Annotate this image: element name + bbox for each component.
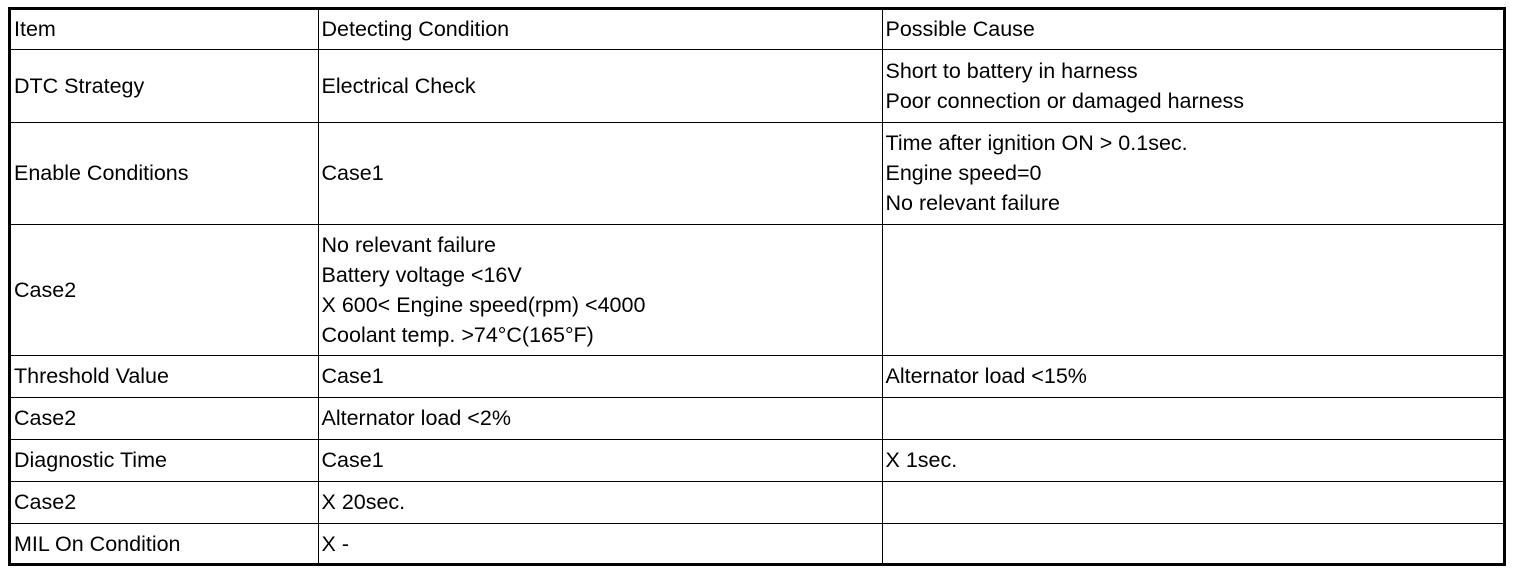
- cause-cell: [882, 49, 1503, 122]
- condition-line: No relevant failure: [321, 232, 496, 257]
- table-row: [11, 397, 1503, 439]
- condition-cell: [318, 523, 882, 565]
- cause-line: Time after ignition ON > 0.1sec.: [885, 131, 1188, 155]
- table-row: [11, 49, 1503, 122]
- condition-line: Case1: [321, 448, 384, 472]
- condition-cell: [318, 481, 882, 523]
- cause-cell: [882, 355, 1503, 397]
- item-cell: DTC Strategy: [11, 49, 318, 122]
- item-cell: Threshold Value: [11, 355, 318, 397]
- condition-line: Case1: [321, 364, 384, 388]
- cause-line: No relevant failure: [885, 191, 1060, 215]
- table-row: [11, 439, 1503, 481]
- cause-cell: [882, 481, 1503, 523]
- condition-cell: [318, 439, 882, 481]
- header-detecting-condition: Detecting Condition: [318, 10, 882, 49]
- condition-line: Coolant temp. >74°C(165°F): [321, 322, 594, 347]
- condition-cell: [318, 122, 882, 224]
- condition-line: X 20sec.: [321, 490, 406, 514]
- diagnostic-table: [8, 7, 1506, 566]
- cause-cell: [882, 224, 1503, 355]
- item-cell: MIL On Condition: [11, 523, 318, 565]
- item-cell: Diagnostic Time: [11, 439, 318, 481]
- cause-line: Engine speed=0: [885, 161, 1042, 185]
- header-item: Item: [11, 10, 318, 49]
- condition-cell: [318, 224, 882, 355]
- table-row: [11, 523, 1503, 565]
- condition-line: Case1: [321, 161, 384, 185]
- condition-cell: [318, 397, 882, 439]
- condition-line: Alternator load <2%: [321, 406, 511, 430]
- table-row: [11, 481, 1503, 523]
- table-header-row: [11, 10, 1503, 49]
- condition-line: Electrical Check: [321, 73, 476, 98]
- condition-line: X 600< Engine speed(rpm) <4000: [321, 292, 646, 317]
- table-row: [11, 224, 1503, 355]
- cause-cell: [882, 397, 1503, 439]
- item-cell: Case2: [11, 481, 318, 523]
- condition-line: Battery voltage <16V: [321, 262, 522, 287]
- cause-line: X 1sec.: [885, 448, 958, 472]
- diagnostic-table-grid: [11, 10, 1503, 565]
- cause-cell: [882, 439, 1503, 481]
- cause-cell: [882, 122, 1503, 224]
- item-cell: Enable Conditions: [11, 122, 318, 224]
- cause-line: Poor connection or damaged harness: [885, 88, 1245, 113]
- item-cell: Case2: [11, 397, 318, 439]
- header-possible-cause: Possible Cause: [882, 10, 1503, 49]
- cause-cell: [882, 523, 1503, 565]
- item-cell: Case2: [11, 224, 318, 355]
- cause-line: Alternator load <15%: [885, 364, 1087, 388]
- condition-cell: [318, 49, 882, 122]
- table-row: [11, 122, 1503, 224]
- condition-line: X -: [321, 532, 349, 557]
- condition-cell: [318, 355, 882, 397]
- table-row: [11, 355, 1503, 397]
- cause-line: Short to battery in harness: [885, 58, 1138, 83]
